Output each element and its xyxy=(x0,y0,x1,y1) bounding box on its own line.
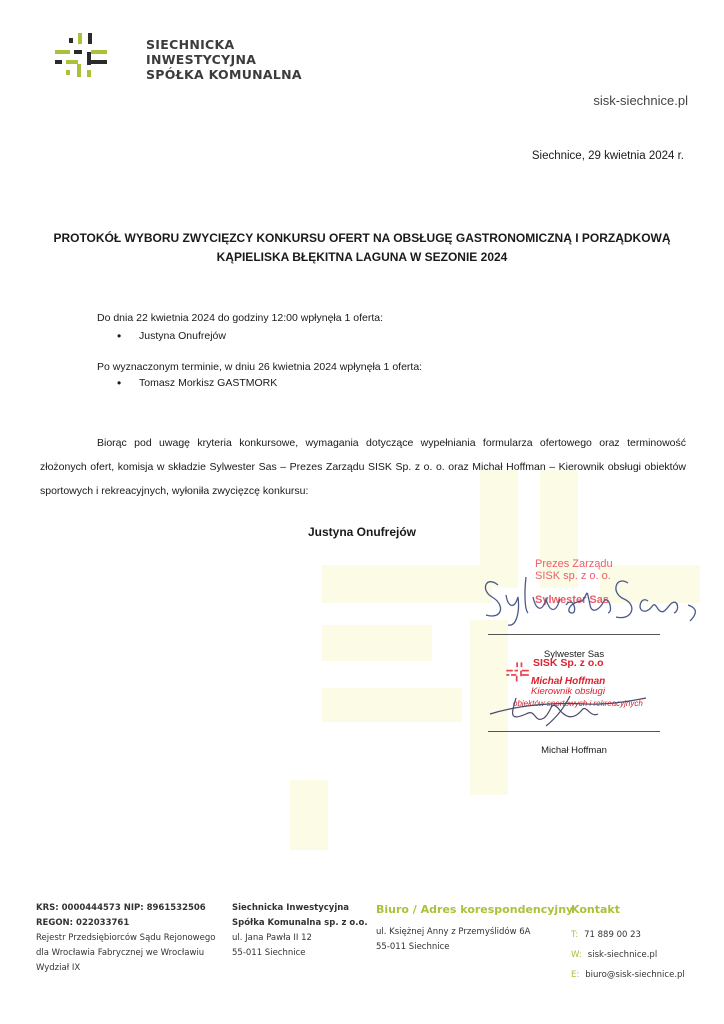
footer-company-city: 55-011 Siechnice xyxy=(232,948,306,958)
footer-register-line-3: Wydział IX xyxy=(36,963,81,973)
footer-company-street: ul. Jana Pawła II 12 xyxy=(232,933,312,943)
email-label: E: xyxy=(571,970,580,980)
footer-regon: REGON: 022033761 xyxy=(36,918,130,928)
signatory-name-hoffman: Michał Hoffman xyxy=(541,745,607,756)
footer-contact-heading: Kontakt xyxy=(571,903,620,916)
winner-name: Justyna Onufrejów xyxy=(307,525,417,539)
footer-office xyxy=(376,903,573,955)
stamp-manager-line-2: Kierownik obsługi xyxy=(531,686,605,697)
stamp-president-line-2: SISK sp. z o. o. xyxy=(535,570,611,582)
footer-email[interactable] xyxy=(571,965,685,985)
footer-krs-nip: KRS: 0000444573 NIP: 8961532506 xyxy=(36,903,206,913)
stamp-manager-line-1: Michał Hoffman xyxy=(531,676,606,687)
footer-company-name-1: Siechnicka Inwestycyjna xyxy=(232,903,350,913)
stamp-logo-icon xyxy=(505,660,531,686)
phone-label: T: xyxy=(571,930,579,940)
letter-date: Siechnice, 29 kwietnia 2024 r. xyxy=(531,150,684,162)
footer-phone[interactable] xyxy=(571,925,685,945)
decision-paragraph: Biorąc pod uwagę kryteria konkursowe, wymagania dotyczące wypełniania formularza ofertowego oraz terminowość złożonych ofert, komisja w składzie Sylwester Sas – Prezes Zarządu SISK Sp. z o. o. oraz Michał Hoffman – Kierownik obsługi obiektów sportowych i rekreacyjnych, wyłoniła zwycięzcę konkursu: xyxy=(40,437,686,497)
intro-first-offer: Do dnia 22 kwietnia 2024 do godziny 12:00 wpłynęła 1 oferta: xyxy=(97,312,384,324)
footer-registration xyxy=(36,901,215,976)
bullet-first-offer: • Justyna Onufrejów xyxy=(139,330,226,342)
logo-line-1: SIECHNICKA xyxy=(146,37,235,52)
signatory-name-sas: Sylwester Sas xyxy=(543,649,605,660)
phone-value: 71 889 00 23 xyxy=(584,930,641,940)
header-website: sisk-siechnice.pl xyxy=(593,93,688,108)
email-value: biuro@sisk-siechnice.pl xyxy=(585,970,685,980)
bullet-second-offer: • Tomasz Morkisz GASTMORK xyxy=(139,377,277,389)
stamp-manager-line-3: obiektów sportowych i rekreacyjnych xyxy=(513,699,643,708)
stamp-president-line-3: Sylwester Sas xyxy=(535,594,609,606)
footer-company-address xyxy=(232,901,368,961)
title-line-1: PROTOKÓŁ WYBORU ZWYCIĘZCY KONKURSU OFERT NA OBSŁUGĘ GASTRONOMICZNĄ I PORZĄDKOWĄ xyxy=(53,231,671,245)
footer-register-line-1: Rejestr Przedsiębiorców Sądu Rejonowego xyxy=(36,933,216,943)
intro-second-offer: Po wyznaczonym terminie, w dniu 26 kwietnia 2024 wpłynęła 1 oferta: xyxy=(97,361,423,373)
footer-contact xyxy=(571,903,685,985)
footer-company-name-2: Spółka Komunalna sp. z o.o. xyxy=(232,918,368,928)
footer-office-heading: Biuro / Adres korespondencyjny xyxy=(376,903,574,916)
footer-office-city: 55-011 Siechnice xyxy=(376,942,450,952)
company-logo-text xyxy=(146,37,302,82)
stamp-president-line-1: Prezes Zarządu xyxy=(535,558,613,570)
footer-office-street: ul. Księżnej Anny z Przemyślidów 6A xyxy=(376,927,531,937)
handwritten-signature-hoffman xyxy=(486,688,656,728)
handwritten-signature-sas xyxy=(478,565,708,635)
document-title xyxy=(40,229,684,267)
logo-line-2: INWESTYCYJNA xyxy=(146,52,257,67)
footer-web[interactable] xyxy=(571,945,685,965)
footer-register-line-2: dla Wrocławia Fabrycznej we Wrocławiu xyxy=(36,948,205,958)
company-logo-icon xyxy=(52,30,112,85)
title-line-2: KĄPIELISKA BŁĘKITNA LAGUNA W SEZONIE 2024 xyxy=(216,250,508,264)
web-value: sisk-siechnice.pl xyxy=(587,950,658,960)
stamp-manager-company: SISK Sp. z o.o xyxy=(533,657,604,669)
logo-line-3: SPÓŁKA KOMUNALNA xyxy=(146,67,302,82)
web-label: W: xyxy=(571,950,582,960)
